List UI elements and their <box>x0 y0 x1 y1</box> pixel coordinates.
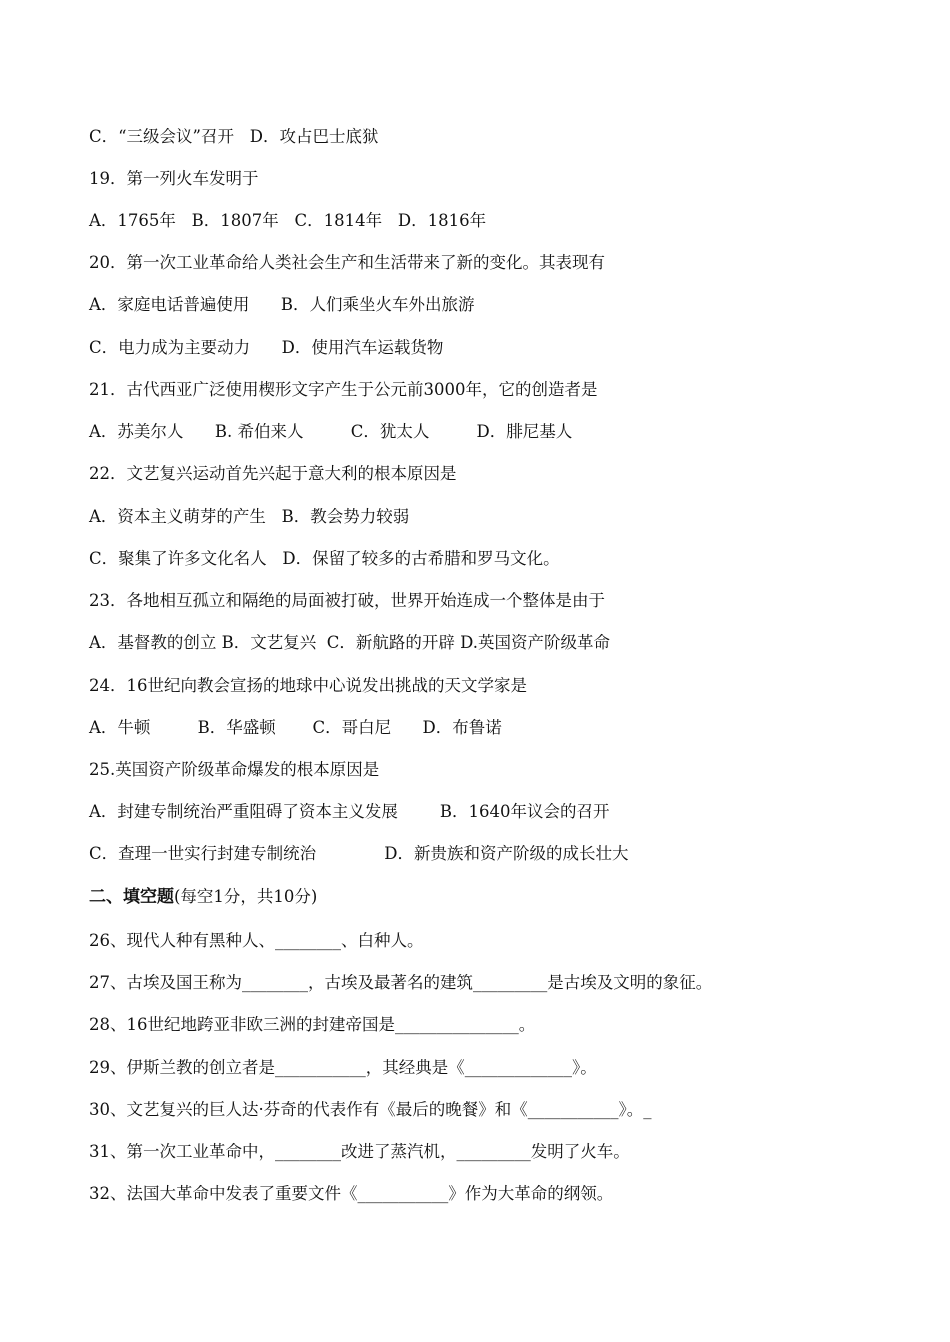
question-23: 23．各地相互孤立和隔绝的局面被打破，世界开始连成一个整体是由于 <box>89 591 605 610</box>
fill-question-31: 31、第一次工业革命中，________改进了蒸汽机，_________发明了火车。 <box>89 1142 630 1161</box>
fill-question-29: 29、伊斯兰教的创立者是___________，其经典是《_____________》。 <box>89 1058 597 1077</box>
options-21: A．苏美尔人 B. 希伯来人 C．犹太人 D．腓尼基人 <box>89 422 573 441</box>
question-20: 20．第一次工业革命给人类社会生产和生活带来了新的变化。其表现有 <box>89 253 605 272</box>
options-23: A．基督教的创立 B．文艺复兴 C．新航路的开辟 D.英国资产阶级革命 <box>89 633 611 652</box>
question-19: 19．第一列火车发明于 <box>89 169 259 188</box>
option-line-18-cd: C．“三级会议”召开 D．攻占巴士底狱 <box>89 127 379 146</box>
section-note: (每空1分，共10分) <box>174 887 318 906</box>
question-21: 21．古代西亚广泛使用楔形文字产生于公元前3000年，它的创造者是 <box>89 380 598 399</box>
section-heading <box>89 885 317 909</box>
fill-question-32: 32、法国大革命中发表了重要文件《___________》作为大革命的纲领。 <box>89 1184 614 1203</box>
options-24: A．牛顿 B．华盛顿 C．哥白尼 D．布鲁诺 <box>89 718 502 737</box>
options-22-ab: A．资本主义萌芽的产生 B．教会势力较弱 <box>89 507 410 526</box>
fill-question-26: 26、现代人种有黑种人、________、白种人。 <box>89 931 424 950</box>
question-24: 24．16世纪向教会宣扬的地球中心说发出挑战的天文学家是 <box>89 676 527 695</box>
options-19: A．1765年 B．1807年 C．1814年 D．1816年 <box>89 211 487 230</box>
fill-question-30: 30、文艺复兴的巨人达·芬奇的代表作有《最后的晚餐》和《___________》。_ <box>89 1100 652 1119</box>
options-22-cd: C．聚集了许多文化名人 D．保留了较多的古希腊和罗马文化。 <box>89 549 560 568</box>
fill-question-28: 28、16世纪地跨亚非欧三洲的封建帝国是_______________。 <box>89 1015 536 1034</box>
question-22: 22．文艺复兴运动首先兴起于意大利的根本原因是 <box>89 464 457 483</box>
fill-question-27: 27、古埃及国王称为________，古埃及最著名的建筑_________是古埃及文明的象征。 <box>89 973 713 992</box>
options-20-ab: A．家庭电话普遍使用 B．人们乘坐火车外出旅游 <box>89 295 475 314</box>
options-20-cd: C．电力成为主要动力 D．使用汽车运载货物 <box>89 338 444 357</box>
options-25-ab: A．封建专制统治严重阻碍了资本主义发展 B．1640年议会的召开 <box>89 802 610 821</box>
question-25: 25.英国资产阶级革命爆发的根本原因是 <box>89 760 380 779</box>
options-25-cd: C．查理一世实行封建专制统治 D．新贵族和资产阶级的成长壮大 <box>89 844 629 863</box>
section-title: 二、填空题 <box>89 887 174 907</box>
